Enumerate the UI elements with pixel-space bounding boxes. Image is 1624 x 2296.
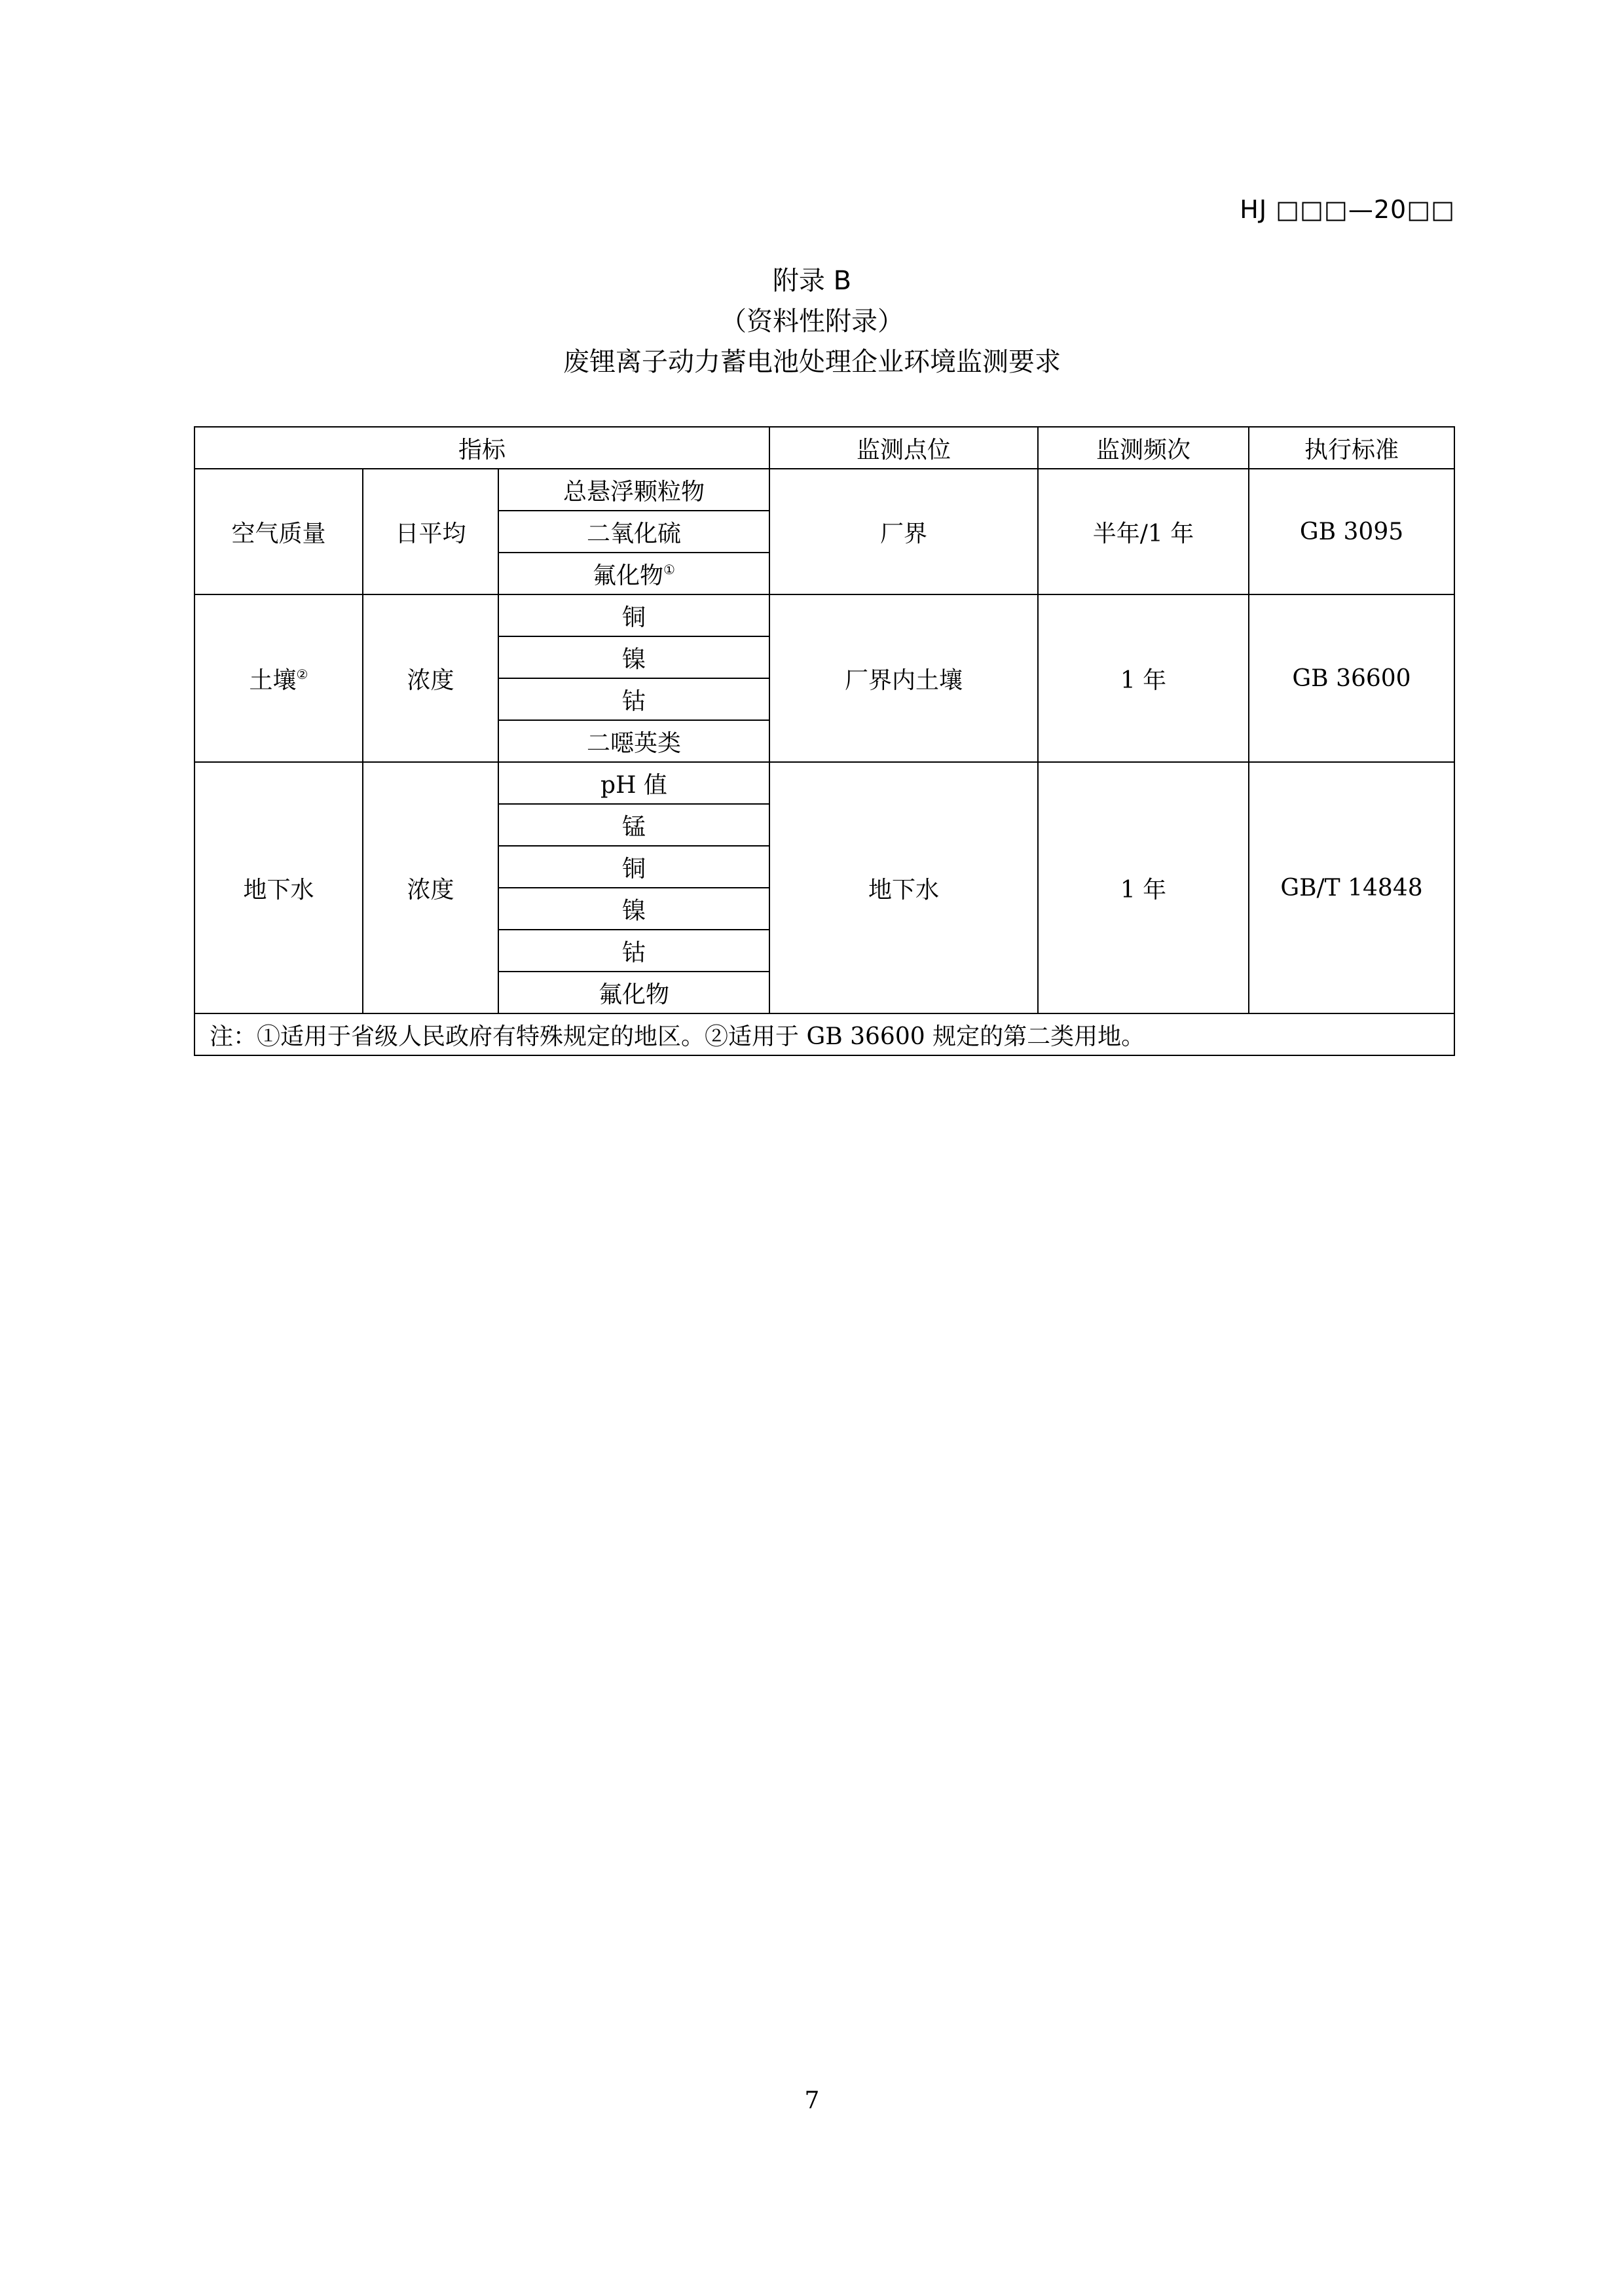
indicator-item-label: 钴 (621, 939, 646, 966)
standard-code: HJ □□□—20□□ (1240, 195, 1455, 224)
frequency-cell: 半年/1 年 (1038, 469, 1249, 594)
frequency-cell: 1 年 (1038, 594, 1249, 762)
indicator-item-cell (498, 846, 769, 888)
location-cell: 厂界 (769, 469, 1038, 594)
table-note-row (194, 1013, 1454, 1055)
page-number: 7 (804, 2087, 820, 2114)
indicator-item-cell (498, 930, 769, 972)
indicator-item-label: 钴 (621, 687, 646, 715)
metric-cell: 日平均 (363, 469, 498, 594)
indicator-item-cell (498, 553, 769, 594)
frequency-cell: 1 年 (1038, 762, 1249, 1013)
footnote-mark: ① (663, 561, 675, 577)
header-frequency: 监测频次 (1038, 427, 1249, 469)
indicator-item-label: 铜 (621, 855, 646, 883)
indicator-item-cell (498, 888, 769, 930)
category-cell (194, 469, 363, 594)
location-cell: 厂界内土壤 (769, 594, 1038, 762)
indicator-item-label: 二氧化硫 (586, 520, 681, 547)
indicator-item-cell (498, 511, 769, 553)
standard-cell: GB 3095 (1249, 469, 1454, 594)
appendix-type: （资料性附录） (720, 306, 904, 337)
indicator-item-label: 氟化物 (593, 562, 664, 589)
indicator-item-label: 镍 (621, 646, 646, 673)
category-label: 土壤 (249, 666, 297, 694)
indicator-item-cell (498, 972, 769, 1013)
indicator-item-cell (498, 762, 769, 804)
indicator-item-cell (498, 469, 769, 511)
category-cell (194, 762, 363, 1013)
table-row (194, 594, 1454, 636)
indicator-item-label: pH 值 (600, 771, 667, 799)
header-indicator: 指标 (194, 427, 769, 469)
location-cell: 地下水 (769, 762, 1038, 1013)
indicator-item-label: 二噁英类 (586, 729, 681, 757)
indicator-item-label: 锰 (621, 813, 646, 841)
indicator-item-cell (498, 594, 769, 636)
category-label: 空气质量 (231, 520, 326, 547)
footnote-mark: ② (296, 666, 308, 682)
table-row (194, 469, 1454, 511)
indicator-item-cell (498, 636, 769, 678)
indicator-item-cell (498, 678, 769, 720)
indicator-item-cell (498, 804, 769, 846)
header-standard: 执行标准 (1249, 427, 1454, 469)
metric-cell: 浓度 (363, 594, 498, 762)
category-label: 地下水 (243, 876, 314, 903)
category-cell (194, 594, 363, 762)
standard-cell: GB 36600 (1249, 594, 1454, 762)
table-row (194, 762, 1454, 804)
header-location: 监测点位 (769, 427, 1038, 469)
title-block (0, 261, 1624, 382)
table-body (194, 469, 1454, 1013)
standard-cell: GB/T 14848 (1249, 762, 1454, 1013)
monitoring-requirements-table (194, 426, 1455, 1056)
indicator-item-label: 镍 (621, 897, 646, 924)
indicator-item-cell (498, 720, 769, 762)
indicator-item-label: 总悬浮颗粒物 (563, 478, 705, 505)
table-header-row (194, 427, 1454, 469)
indicator-item-label: 氟化物 (598, 981, 669, 1008)
appendix-label: 附录 B (772, 266, 852, 296)
indicator-item-label: 铜 (621, 604, 646, 631)
metric-cell: 浓度 (363, 762, 498, 1013)
document-title: 废锂离子动力蓄电池处理企业环境监测要求 (563, 347, 1061, 377)
table-note: 注：①适用于省级人民政府有特殊规定的地区。②适用于 GB 36600 规定的第二类用地。 (194, 1013, 1454, 1055)
